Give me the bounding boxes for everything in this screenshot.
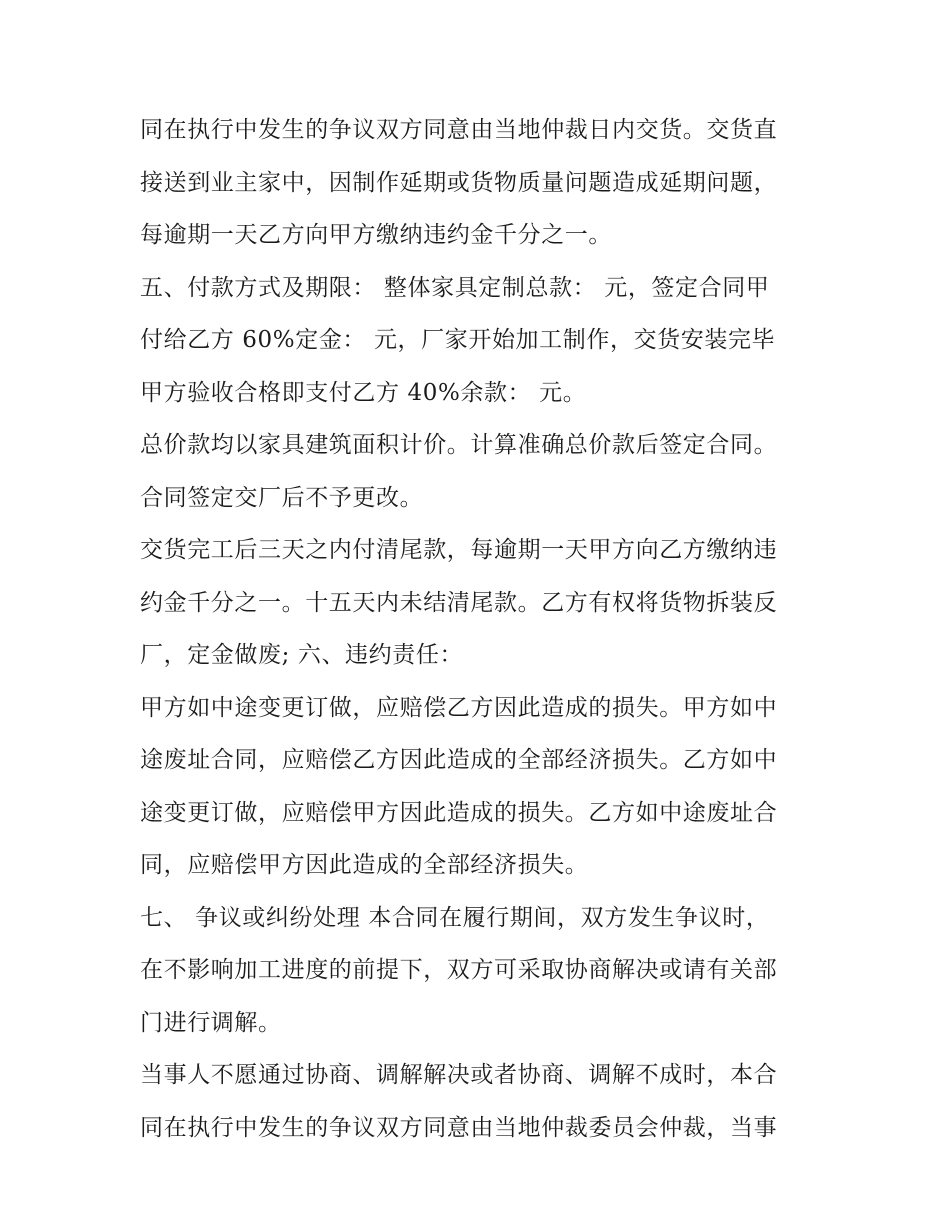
text-line: 七、 争议或纠纷处理 本合同在履行期间，双方发生争议时，: [140, 904, 770, 931]
text-line: 交货完工后三天之内付清尾款，每逾期一天甲方向乙方缴纳违: [140, 537, 778, 563]
text-line: 门进行调解。: [140, 1009, 282, 1036]
text-line: 途废址合同，应赔偿乙方因此造成的全部经济损失。乙方如中: [140, 747, 778, 773]
text-line: 同在执行中发生的争议双方同意由当地仲裁委员会仲裁，当事: [140, 1114, 778, 1141]
text-line: 五、付款方式及期限： 整体家具定制总款： 元，签定合同甲: [140, 274, 770, 301]
text-line: 总价款均以家具建筑面积计价。计算准确总价款后签定合同。: [140, 432, 778, 458]
paragraph-breach-liability: [140, 682, 820, 892]
text-line: 甲方如中途变更订做，应赔偿乙方因此造成的损失。甲方如中: [140, 694, 778, 721]
paragraph-delivery-terms: [140, 104, 820, 262]
text-line: 每逾期一天乙方向甲方缴纳违约金千分之一。: [140, 222, 612, 248]
text-line: 接送到业主家中，因制作延期或货物质量问题造成延期问题，: [140, 169, 778, 196]
text-line: 在不影响加工进度的前提下，双方可采取协商解决或请有关部: [140, 957, 778, 983]
text-line: 当事人不愿通过协商、调解解决或者协商、调解不成时，本合: [140, 1062, 778, 1088]
document-body: [140, 104, 820, 1154]
paragraph-final-payment: [140, 524, 820, 682]
text-line: 途变更订做，应赔偿甲方因此造成的损失。乙方如中途废址合: [140, 799, 778, 826]
paragraph-pricing-basis: [140, 419, 820, 524]
paragraph-payment-method: [140, 262, 820, 420]
text-line: 付给乙方 60%定金： 元，厂家开始加工制作，交货安装完毕: [140, 327, 776, 353]
text-line: 厂，定金做废; 六、违约责任：: [140, 642, 464, 668]
text-line: 同在执行中发生的争议双方同意由当地仲裁日内交货。交货直: [140, 117, 778, 143]
text-line: 同，应赔偿甲方因此造成的全部经济损失。: [140, 852, 589, 878]
text-line: 约金千分之一。十五天内未结清尾款。乙方有权将货物拆装反: [140, 589, 778, 616]
paragraph-dispute-resolution: [140, 892, 820, 1050]
text-line: 甲方验收合格即支付乙方 40%余款： 元。: [140, 379, 587, 406]
paragraph-arbitration: [140, 1049, 820, 1154]
text-line: 合同签定交厂后不予更改。: [140, 484, 424, 511]
